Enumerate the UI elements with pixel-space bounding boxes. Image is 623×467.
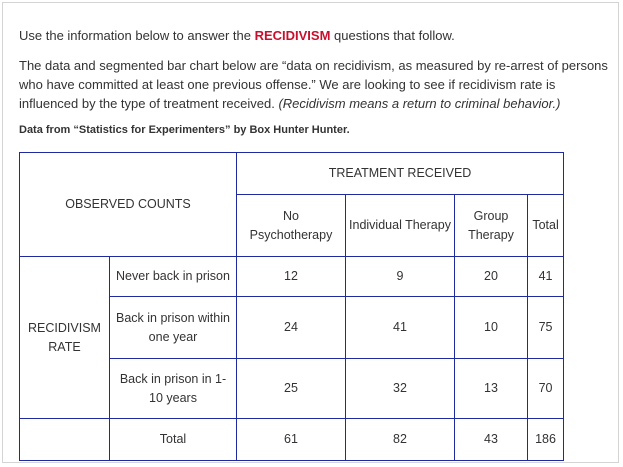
description-paragraph xyxy=(19,56,609,113)
cell-value: 12 xyxy=(237,257,346,297)
cell-value: 20 xyxy=(455,257,528,297)
col-total: Total xyxy=(528,195,564,257)
cell-value: 41 xyxy=(346,297,455,359)
intro-text xyxy=(19,27,455,44)
cell-value: 25 xyxy=(237,359,346,419)
cell-value: 32 xyxy=(346,359,455,419)
cell-total: 75 xyxy=(528,297,564,359)
cell-value: 43 xyxy=(455,419,528,461)
observed-counts-header: OBSERVED COUNTS xyxy=(20,153,237,257)
table-row xyxy=(20,257,564,297)
table-row-total xyxy=(20,419,564,461)
row-label: Back in prison in 1-10 years xyxy=(110,359,237,419)
empty-cell xyxy=(20,419,110,461)
cell-value: 24 xyxy=(237,297,346,359)
col-individual-therapy: Individual Therapy xyxy=(346,195,455,257)
data-source: Data from “Statistics for Experimenters” by Box Hunter Hunter. xyxy=(19,124,350,136)
intro-before: Use the information below to answer the xyxy=(19,28,255,43)
row-label: Back in prison within one year xyxy=(110,297,237,359)
cell-value: 13 xyxy=(455,359,528,419)
description-note: (Recidivism means a return to criminal behavior.) xyxy=(278,96,561,111)
treatment-received-header: TREATMENT RECEIVED xyxy=(237,153,564,195)
cell-value: 10 xyxy=(455,297,528,359)
row-label: Never back in prison xyxy=(110,257,237,297)
recidivism-keyword: RECIDIVISM xyxy=(254,28,331,43)
col-group-therapy: Group Therapy xyxy=(455,195,528,257)
col-no-psychotherapy: No Psychotherapy xyxy=(237,195,346,257)
intro-after: questions that follow. xyxy=(330,28,455,43)
description-main: The data and segmented bar chart below are “data on recidivism, as measured by re-arrest of persons who have committed at least one previous offense.” We are looking to see if recidivism rate is influenced by the type of treatment received. xyxy=(19,58,608,111)
cell-total: 70 xyxy=(528,359,564,419)
row-label: Total xyxy=(110,419,237,461)
cell-total: 186 xyxy=(528,419,564,461)
cell-value: 82 xyxy=(346,419,455,461)
cell-value: 9 xyxy=(346,257,455,297)
recidivism-rate-header: RECIDIVISM RATE xyxy=(20,257,110,419)
cell-total: 41 xyxy=(528,257,564,297)
cell-value: 61 xyxy=(237,419,346,461)
observed-counts-table xyxy=(19,152,564,461)
